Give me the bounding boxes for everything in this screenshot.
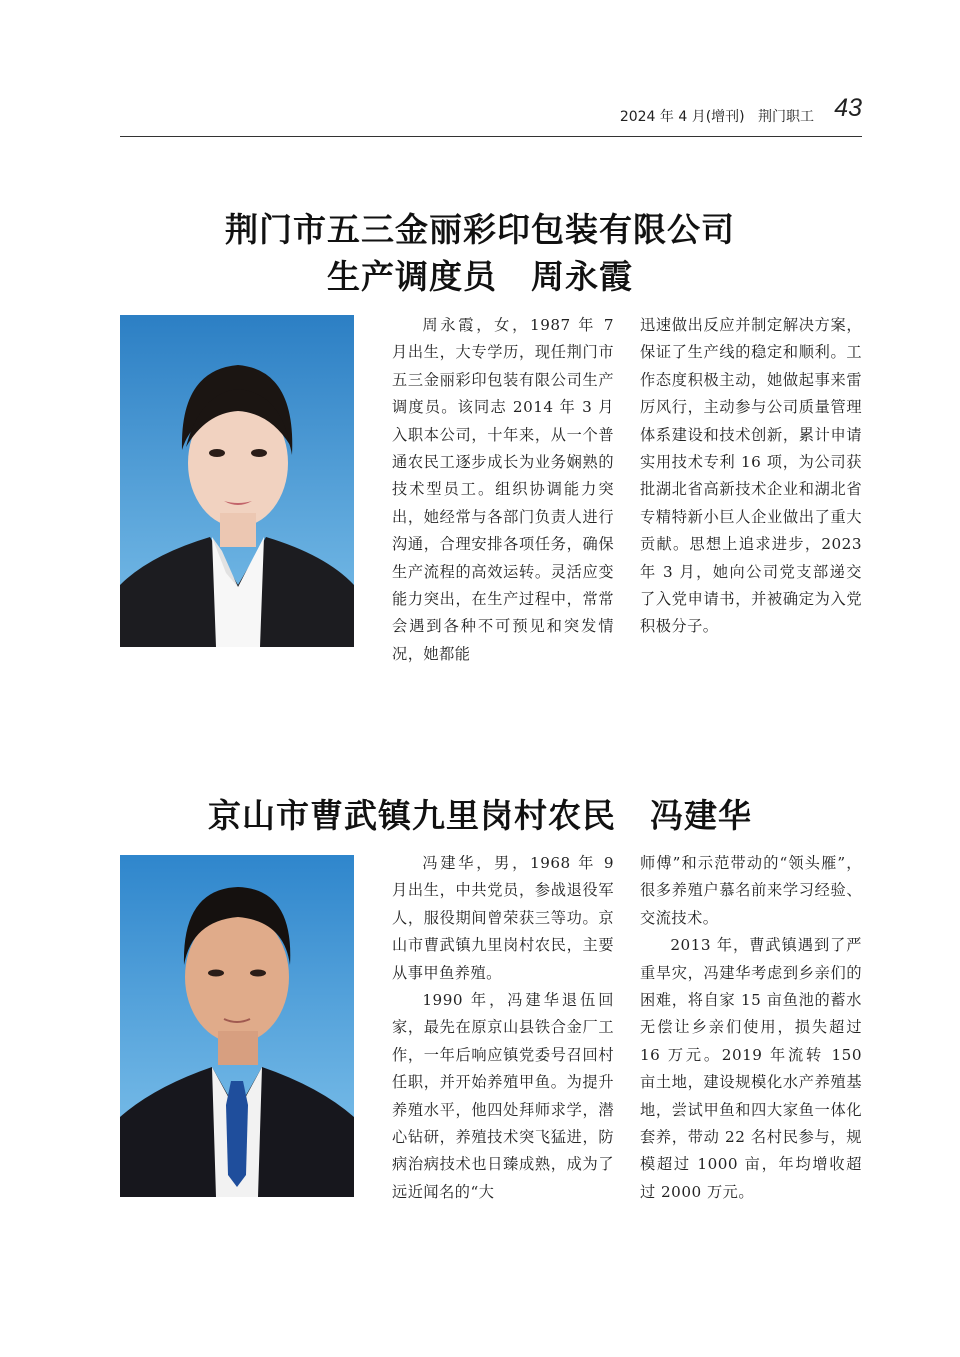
magazine-name: 荆门职工 <box>758 109 814 125</box>
paragraph: 迅速做出反应并制定解决方案，保证了生产线的稳定和顺利。工作态度积极主动，她做起事来雷厉风行，主动参与公司质量管理体系建设和技术创新，累计申请实用技术专利 16 项，为公司获批湖北省高新技术企业和湖北省专精特新小巨人企业做出了重大贡献。思想上追求进步，2023 年 3 月，她向公司党支部递交了入党申请书，并被确定为入党积极分子。 <box>640 316 862 636</box>
paragraph: 师傅”和示范带动的“领头雁”，很多养殖户慕名前来学习经验、交流技术。 <box>640 854 862 927</box>
profile1-title-line2: 生产调度员 周永霞 <box>327 257 633 296</box>
issue-date: 2024 年 4 月(增刊) <box>619 109 745 125</box>
page-header <box>120 96 862 137</box>
issue-info <box>620 106 814 126</box>
paragraph: 冯建华，男，1968 年 9 月出生，中共党员，参战退役军人，服役期间曾荣获三等功。京山市曹武镇九里岗村农民，主要从事甲鱼养殖。 <box>392 854 614 982</box>
profile2-column1 <box>392 850 614 1206</box>
profile1-column2 <box>640 312 862 641</box>
profile1-title-line1: 荆门市五三金丽彩印包装有限公司 <box>225 210 735 249</box>
portrait-photo-man <box>120 855 354 1197</box>
profile2-title: 京山市曹武镇九里岗村农民 冯建华 <box>208 796 752 835</box>
paragraph: 1990 年，冯建华退伍回家，最先在原京山县铁合金厂工作，一年后响应镇党委号召回村任职，并开始养殖甲鱼。为提升养殖水平，他四处拜师求学，潜心钻研，养殖技术突飞猛进，防病治病技术也日臻成熟，成为了远近闻名的“大 <box>392 991 614 1201</box>
paragraph: 2013 年，曹武镇遇到了严重旱灾，冯建华考虑到乡亲们的困难，将自家 15 亩鱼池的蓄水无偿让乡亲们使用，损失超过 16 万元。2019 年流转 150 亩土地，建设规模化水产养殖基地，尝试甲鱼和四大家鱼一体化套养，带动 22 名村民参与，规模超过 1000 亩，年均增收超过 2000 万元。 <box>640 936 862 1201</box>
paragraph: 周永霞，女，1987 年 7 月出生，大专学历，现任荆门市五三金丽彩印包装有限公司生产调度员。该同志 2014 年 3 月入职本公司，十年来，从一个普通农民工逐步成长为业务娴熟的技术型员工。组织协调能力突出，她经常与各部门负责人进行沟通，合理安排各项任务，确保生产流程的高效运转。灵活应变能力突出，在生产过程中，常常会遇到各种不可预见和突发情况，她都能 <box>392 316 614 663</box>
portrait-photo-woman <box>120 315 354 647</box>
page-number: 43 <box>834 94 862 122</box>
profile2-column2 <box>640 850 862 1206</box>
profile1-column1 <box>392 312 614 668</box>
